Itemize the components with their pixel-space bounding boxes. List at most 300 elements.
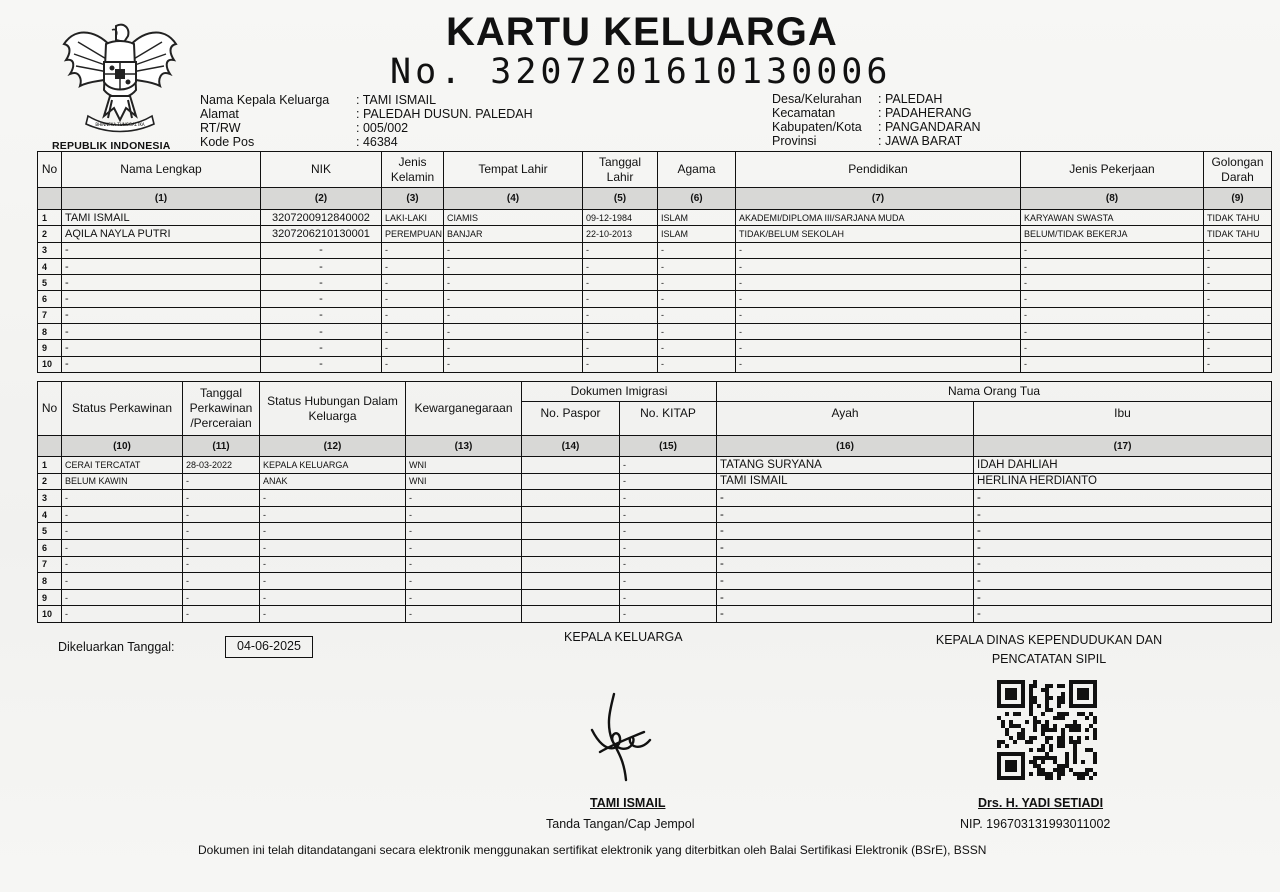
table-cell: - (658, 307, 736, 323)
table-cell: - (261, 324, 382, 340)
info-value: : PANGANDARAN (878, 120, 981, 134)
column-header: NIK (261, 152, 382, 188)
table-cell: - (974, 490, 1272, 507)
table-cell: - (620, 490, 717, 507)
table-row (38, 324, 1272, 340)
table-cell: - (260, 606, 406, 623)
table-cell: - (261, 275, 382, 291)
table-cell: - (736, 275, 1021, 291)
table-cell: - (658, 356, 736, 372)
table-cell: - (1204, 356, 1272, 372)
table-cell: - (62, 589, 183, 606)
official-nip: NIP. 196703131993011002 (960, 817, 1111, 831)
info-value: : PALEDAH DUSUN. PALEDAH (356, 107, 533, 121)
family-info-right (772, 92, 981, 148)
qr-code-icon (996, 680, 1098, 780)
table-cell: - (406, 573, 522, 590)
table-cell: - (620, 539, 717, 556)
column-number: (5) (583, 188, 658, 210)
table-cell: - (974, 589, 1272, 606)
table-cell: - (974, 523, 1272, 540)
info-value: : JAWA BARAT (878, 134, 963, 148)
row-number: 4 (38, 258, 62, 274)
row-number: 5 (38, 275, 62, 291)
table-cell: - (1204, 307, 1272, 323)
table-cell: CERAI TERCATAT (62, 457, 183, 474)
column-header: No (38, 382, 62, 436)
signature-image (584, 690, 656, 786)
table-row (38, 573, 1272, 590)
family-members-body (38, 210, 1272, 373)
table-row (38, 291, 1272, 307)
info-label: Nama Kepala Keluarga (200, 93, 330, 107)
table-row (38, 523, 1272, 540)
table-cell: - (583, 324, 658, 340)
table-cell: - (620, 473, 717, 490)
table-cell: - (62, 258, 261, 274)
table-cell: - (406, 490, 522, 507)
table-cell: AQILA NAYLA PUTRI (62, 226, 261, 242)
table-cell: - (260, 490, 406, 507)
row-number: 6 (38, 539, 62, 556)
table-cell: - (658, 242, 736, 258)
table-cell (522, 606, 620, 623)
head-of-family-title: KEPALA KELUARGA (564, 630, 683, 644)
table-cell: IDAH DAHLIAH (974, 457, 1272, 474)
column-header: Tanggal Perkawinan /Perceraian (183, 382, 260, 436)
info-row-village (772, 92, 981, 106)
row-number: 7 (38, 556, 62, 573)
table-cell: - (62, 606, 183, 623)
row-number: 1 (38, 210, 62, 226)
table-cell: - (583, 242, 658, 258)
table-cell: TIDAK TAHU (1204, 226, 1272, 242)
garuda-emblem-icon (58, 20, 182, 138)
column-number-row (38, 436, 1272, 457)
table-cell: - (658, 258, 736, 274)
info-label: Kode Pos (200, 135, 255, 149)
table-cell: - (717, 556, 974, 573)
table-cell: - (736, 258, 1021, 274)
emblem-caption: REPUBLIK INDONESIA (52, 140, 171, 152)
table-cell: - (444, 356, 583, 372)
table-cell: - (1021, 324, 1204, 340)
table-cell: - (62, 324, 261, 340)
table-cell: - (183, 606, 260, 623)
table-row (38, 226, 1272, 242)
table-cell: - (583, 291, 658, 307)
column-number: (4) (444, 188, 583, 210)
table-cell: - (717, 490, 974, 507)
table-cell: - (183, 490, 260, 507)
family-status-body (38, 457, 1272, 623)
table-cell: - (62, 506, 183, 523)
column-number: (14) (522, 436, 620, 457)
table-cell: - (444, 258, 583, 274)
table-cell: - (260, 573, 406, 590)
row-number: 1 (38, 457, 62, 474)
table-cell: - (1204, 324, 1272, 340)
table-cell: TATANG SURYANA (717, 457, 974, 474)
table-cell: - (62, 356, 261, 372)
table-cell (522, 539, 620, 556)
table-cell: - (382, 275, 444, 291)
table-row (38, 242, 1272, 258)
table-cell: - (62, 242, 261, 258)
table-cell: - (62, 523, 183, 540)
table-cell: - (406, 556, 522, 573)
table-cell: - (62, 291, 261, 307)
table-cell: - (717, 506, 974, 523)
table-cell: - (382, 324, 444, 340)
column-header: Nama Lengkap (62, 152, 261, 188)
table-cell: AKADEMI/DIPLOMA III/SARJANA MUDA (736, 210, 1021, 226)
table-cell: - (974, 506, 1272, 523)
column-header: No. KITAP (620, 402, 717, 436)
row-number: 9 (38, 340, 62, 356)
table-cell: - (406, 589, 522, 606)
footer-note: Dokumen ini telah ditandatangani secara elektronik menggunakan sertifikat elektronik yang diterbitkan oleh Balai Sertifikasi Elektronik (BSrE), BSSN (198, 843, 987, 857)
table-cell: - (260, 539, 406, 556)
column-number-row (38, 188, 1272, 210)
info-row-regency (772, 120, 981, 134)
table-cell: - (620, 523, 717, 540)
column-header: Ibu (974, 402, 1272, 436)
row-number: 3 (38, 490, 62, 507)
column-header: Agama (658, 152, 736, 188)
table-cell: WNI (406, 457, 522, 474)
table-cell: - (658, 291, 736, 307)
table-cell: - (406, 539, 522, 556)
table-cell: BELUM/TIDAK BEKERJA (1021, 226, 1204, 242)
table-cell: - (62, 556, 183, 573)
table-cell (522, 490, 620, 507)
column-number (38, 188, 62, 210)
column-number: (7) (736, 188, 1021, 210)
table-cell: - (1204, 242, 1272, 258)
table-cell: - (183, 473, 260, 490)
garuda-emblem (52, 20, 187, 152)
family-info-left (200, 93, 533, 149)
table-cell (522, 523, 620, 540)
table-cell: - (1021, 242, 1204, 258)
table-cell: - (406, 606, 522, 623)
issued-label: Dikeluarkan Tanggal: (58, 640, 175, 654)
table-row (38, 307, 1272, 323)
row-number: 8 (38, 324, 62, 340)
table-cell: - (261, 340, 382, 356)
table-cell: - (62, 340, 261, 356)
table-cell: - (583, 356, 658, 372)
table-cell: 3207206210130001 (261, 226, 382, 242)
table-cell: - (736, 242, 1021, 258)
column-header: Nama Orang Tua (717, 382, 1272, 402)
table-cell: 3207200912840002 (261, 210, 382, 226)
table-cell: - (382, 291, 444, 307)
table-cell: - (444, 307, 583, 323)
table-cell: - (974, 539, 1272, 556)
table-cell: - (717, 523, 974, 540)
table-cell (522, 457, 620, 474)
table-cell: - (406, 523, 522, 540)
table-cell: 09-12-1984 (583, 210, 658, 226)
table-cell: - (62, 490, 183, 507)
table-cell: - (261, 242, 382, 258)
info-row-rtrw (200, 121, 533, 135)
table-cell: - (620, 589, 717, 606)
table-row (38, 356, 1272, 372)
table-cell: 28-03-2022 (183, 457, 260, 474)
info-value: : 005/002 (356, 121, 409, 135)
table-cell: - (583, 340, 658, 356)
table-cell: - (620, 556, 717, 573)
table-cell: - (974, 573, 1272, 590)
table-row (38, 556, 1272, 573)
table-cell: - (620, 506, 717, 523)
table-cell: - (583, 307, 658, 323)
table-cell: - (1021, 356, 1204, 372)
signature-caption: Tanda Tangan/Cap Jempol (546, 817, 695, 831)
column-number: (11) (183, 436, 260, 457)
issued-date: 04-06-2025 (225, 636, 313, 658)
table-cell: - (261, 291, 382, 307)
info-label: Alamat (200, 107, 239, 121)
table-row (38, 210, 1272, 226)
table-cell: KARYAWAN SWASTA (1021, 210, 1204, 226)
table-cell: - (1021, 307, 1204, 323)
info-row-district (772, 106, 981, 120)
table-cell: - (717, 539, 974, 556)
table-cell: - (183, 589, 260, 606)
column-number: (15) (620, 436, 717, 457)
table-cell: BANJAR (444, 226, 583, 242)
column-number: (16) (717, 436, 974, 457)
table-cell: - (620, 457, 717, 474)
row-number: 9 (38, 589, 62, 606)
head-of-family-name: TAMI ISMAIL (590, 796, 666, 810)
table-cell: - (444, 340, 583, 356)
table-cell: - (62, 275, 261, 291)
table-cell: - (736, 340, 1021, 356)
row-number: 3 (38, 242, 62, 258)
table-cell: - (382, 340, 444, 356)
column-number: (9) (1204, 188, 1272, 210)
official-title: KEPALA DINAS KEPENDUDUKAN DAN PENCATATAN SIPIL (935, 633, 1163, 666)
table-cell: - (583, 275, 658, 291)
table-cell: - (1204, 291, 1272, 307)
table-cell: - (406, 506, 522, 523)
row-number: 10 (38, 606, 62, 623)
table-cell: TAMI ISMAIL (717, 473, 974, 490)
column-header: No. Paspor (522, 402, 620, 436)
table-cell: - (658, 340, 736, 356)
table-cell: - (1204, 340, 1272, 356)
table-cell: - (620, 606, 717, 623)
column-header: No (38, 152, 62, 188)
table-cell: - (1021, 291, 1204, 307)
table-row (38, 275, 1272, 291)
table-cell: - (183, 539, 260, 556)
table-cell: - (1204, 258, 1272, 274)
table-cell: - (261, 356, 382, 372)
table-cell: ANAK (260, 473, 406, 490)
table-cell (522, 589, 620, 606)
table-header-row (38, 382, 1272, 402)
table-cell: - (382, 242, 444, 258)
info-value: : PADAHERANG (878, 106, 972, 120)
table-cell: - (261, 307, 382, 323)
info-label: RT/RW (200, 121, 241, 135)
row-number: 2 (38, 473, 62, 490)
document-title: KARTU KELUARGA (446, 10, 838, 54)
column-header: Golongan Darah (1204, 152, 1272, 188)
table-row (38, 490, 1272, 507)
table-row (38, 506, 1272, 523)
table-cell: - (260, 506, 406, 523)
column-header: Kewarganegaraan (406, 382, 522, 436)
table-cell: - (974, 606, 1272, 623)
table-row (38, 473, 1272, 490)
table-cell: - (260, 556, 406, 573)
table-cell: - (658, 324, 736, 340)
info-value: : PALEDAH (878, 92, 943, 106)
table-cell: - (583, 258, 658, 274)
info-label: Kecamatan (772, 106, 836, 120)
column-header: Tanggal Lahir (583, 152, 658, 188)
table-cell: - (736, 291, 1021, 307)
table-cell: ISLAM (658, 210, 736, 226)
table-cell: WNI (406, 473, 522, 490)
table-cell: TIDAK TAHU (1204, 210, 1272, 226)
column-header: Tempat Lahir (444, 152, 583, 188)
family-status-table (37, 381, 1272, 623)
column-header: Ayah (717, 402, 974, 436)
table-cell: - (620, 573, 717, 590)
column-header: Status Hubungan Dalam Keluarga (260, 382, 406, 436)
table-cell: 22-10-2013 (583, 226, 658, 242)
table-cell (522, 473, 620, 490)
table-cell: - (1021, 275, 1204, 291)
column-number: (10) (62, 436, 183, 457)
table-cell: - (260, 523, 406, 540)
table-cell: - (658, 275, 736, 291)
info-label: Provinsi (772, 134, 817, 148)
column-header: Dokumen Imigrasi (522, 382, 717, 402)
table-cell: - (183, 573, 260, 590)
column-number: (17) (974, 436, 1272, 457)
table-cell: CIAMIS (444, 210, 583, 226)
column-number: (1) (62, 188, 261, 210)
info-label: Kabupaten/Kota (772, 120, 862, 134)
emblem-motto: BHINNEKA TUNGGAL IKA (95, 122, 145, 127)
table-cell: - (183, 506, 260, 523)
table-cell: KEPALA KELUARGA (260, 457, 406, 474)
row-number: 4 (38, 506, 62, 523)
column-number: (12) (260, 436, 406, 457)
table-cell: - (736, 324, 1021, 340)
table-cell: - (62, 573, 183, 590)
table-cell: - (444, 291, 583, 307)
table-row (38, 340, 1272, 356)
table-cell (522, 506, 620, 523)
table-row (38, 606, 1272, 623)
table-cell: BELUM KAWIN (62, 473, 183, 490)
info-row-province (772, 134, 981, 148)
table-cell: - (62, 539, 183, 556)
table-cell: - (717, 573, 974, 590)
family-members-table (37, 151, 1272, 373)
row-number: 5 (38, 523, 62, 540)
column-header: Status Perkawinan (62, 382, 183, 436)
column-header: Pendidikan (736, 152, 1021, 188)
column-number: (8) (1021, 188, 1204, 210)
table-cell: - (736, 307, 1021, 323)
row-number: 2 (38, 226, 62, 242)
table-cell: - (261, 258, 382, 274)
table-cell: - (1021, 340, 1204, 356)
table-cell (522, 556, 620, 573)
table-cell: - (183, 556, 260, 573)
row-number: 8 (38, 573, 62, 590)
table-row (38, 457, 1272, 474)
table-cell: TAMI ISMAIL (62, 210, 261, 226)
table-cell: - (260, 589, 406, 606)
table-row (38, 539, 1272, 556)
column-number: (2) (261, 188, 382, 210)
family-card-number: No. 3207201610130006 (390, 52, 892, 92)
info-label: Desa/Kelurahan (772, 92, 862, 106)
table-cell: TIDAK/BELUM SEKOLAH (736, 226, 1021, 242)
table-cell: - (382, 356, 444, 372)
table-cell: - (444, 275, 583, 291)
table-cell: - (444, 242, 583, 258)
column-number: (13) (406, 436, 522, 457)
table-cell: - (1204, 275, 1272, 291)
info-row-postcode (200, 135, 533, 149)
info-value: : 46384 (356, 135, 398, 149)
info-value: : TAMI ISMAIL (356, 93, 437, 107)
table-cell: ISLAM (658, 226, 736, 242)
table-cell: - (736, 356, 1021, 372)
row-number: 6 (38, 291, 62, 307)
info-row-address (200, 107, 533, 121)
table-cell: - (183, 523, 260, 540)
table-row (38, 258, 1272, 274)
row-number: 10 (38, 356, 62, 372)
table-cell: HERLINA HERDIANTO (974, 473, 1272, 490)
column-header: Jenis Kelamin (382, 152, 444, 188)
table-cell: - (717, 606, 974, 623)
info-row-head-name (200, 93, 533, 107)
official-name: Drs. H. YADI SETIADI (978, 796, 1104, 810)
table-row (38, 589, 1272, 606)
column-number (38, 436, 62, 457)
table-cell: - (382, 258, 444, 274)
table-cell: - (717, 589, 974, 606)
column-number: (3) (382, 188, 444, 210)
table-cell: - (974, 556, 1272, 573)
table-cell: - (62, 307, 261, 323)
table-cell: - (1021, 258, 1204, 274)
table-header-row (38, 152, 1272, 188)
column-header: Jenis Pekerjaan (1021, 152, 1204, 188)
row-number: 7 (38, 307, 62, 323)
column-number: (6) (658, 188, 736, 210)
table-cell: - (444, 324, 583, 340)
table-cell: LAKI-LAKI (382, 210, 444, 226)
table-cell: - (382, 307, 444, 323)
table-cell (522, 573, 620, 590)
